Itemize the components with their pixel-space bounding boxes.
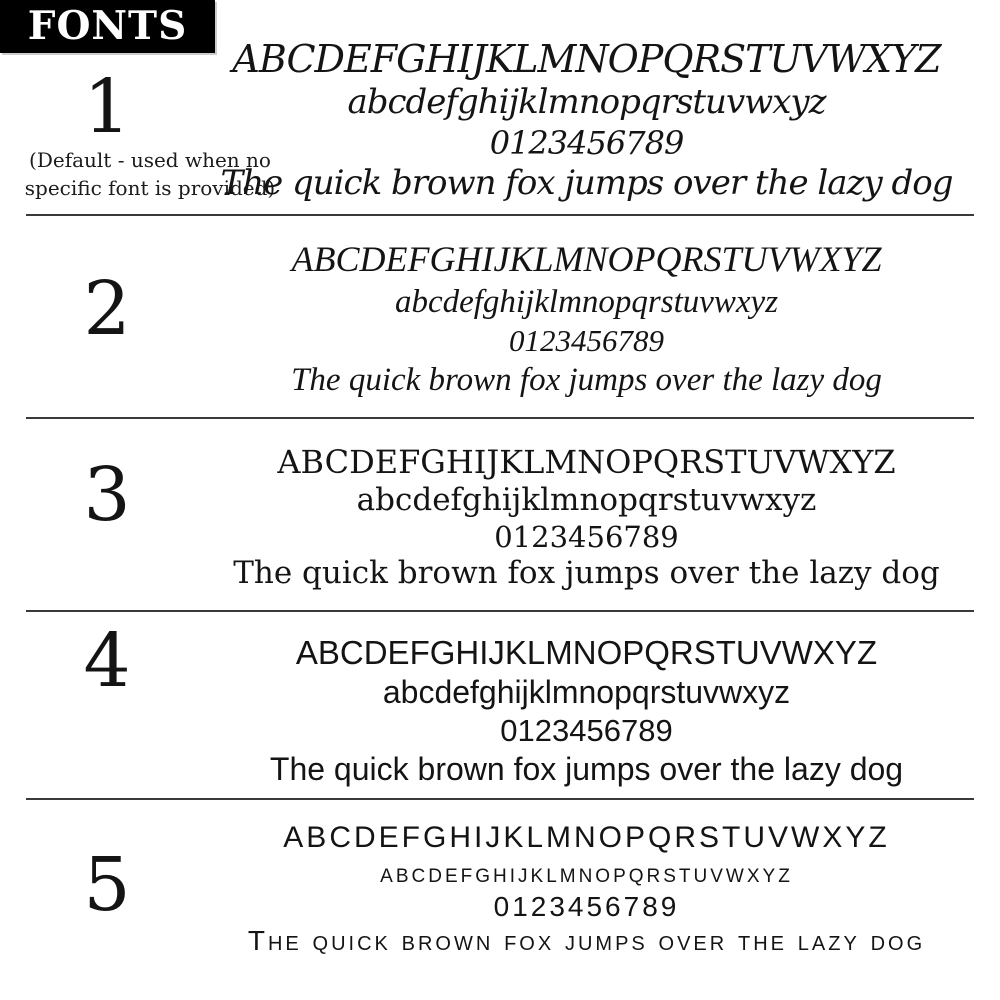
- font-number-1: 1: [83, 64, 131, 150]
- font-1-specimen: [160, 36, 1000, 204]
- section-divider-1: [26, 214, 974, 216]
- font-5-lowercase: abcdefghijklmnopqrstuvwxyz: [380, 857, 793, 888]
- font-5-specimen: [160, 820, 1000, 958]
- section-divider-3: [26, 610, 974, 612]
- font-number-5: 5: [83, 842, 131, 928]
- font-number-4: 4: [83, 618, 131, 704]
- font-2-pangram: The quick brown fox jumps over the lazy dog: [291, 361, 882, 398]
- font-1-digits: 0123456789: [489, 123, 684, 162]
- font-5-uppercase: ABCDEFGHIJKLMNOPQRSTUVWXYZ: [283, 821, 890, 854]
- default-font-note-line2: specific font is provided): [24, 176, 276, 200]
- font-2-digits: 0123456789: [509, 323, 664, 359]
- font-5-pangram: The quick brown fox jumps over the lazy dog: [247, 924, 926, 956]
- font-3-uppercase: ABCDEFGHIJKLMNOPQRSTUVWXYZ: [277, 443, 896, 481]
- font-3-lowercase: abcdefghijklmnopqrstuvwxyz: [356, 482, 817, 519]
- font-4-pangram: The quick brown fox jumps over the lazy dog: [269, 751, 904, 788]
- font-4-lowercase: abcdefghijklmnopqrstuvwxyz: [382, 674, 791, 711]
- font-4-digits: 0123456789: [500, 713, 673, 749]
- font-4-specimen: [160, 633, 1000, 789]
- font-3-specimen: [160, 443, 1000, 593]
- font-3-digits: 0123456789: [494, 519, 679, 554]
- font-3-pangram: The quick brown fox jumps over the lazy dog: [233, 555, 940, 592]
- font-number-2: 2: [83, 266, 131, 352]
- page-title: FONTS: [27, 3, 188, 49]
- section-divider-2: [26, 417, 974, 419]
- font-2-lowercase: abcdefghijklmnopqrstuvwxyz: [394, 283, 779, 320]
- font-number-3: 3: [83, 452, 131, 538]
- font-1-uppercase: ABCDEFGHIJKLMNOPQRSTUVWXYZ: [232, 37, 941, 81]
- section-divider-4: [26, 798, 974, 800]
- font-5-digits: 0123456789: [493, 890, 680, 922]
- default-font-note-line1: (Default - used when no: [29, 148, 271, 172]
- font-2-uppercase: ABCDEFGHIJKLMNOPQRSTUVWXYZ: [291, 239, 882, 279]
- font-1-pangram: The quick brown fox jumps over the lazy dog: [220, 162, 953, 203]
- font-4-uppercase: ABCDEFGHIJKLMNOPQRSTUVWXYZ: [295, 634, 878, 671]
- font-1-lowercase: abcdefghijklmnopqrstuvwxyz: [347, 82, 826, 123]
- font-2-specimen: [160, 238, 1000, 400]
